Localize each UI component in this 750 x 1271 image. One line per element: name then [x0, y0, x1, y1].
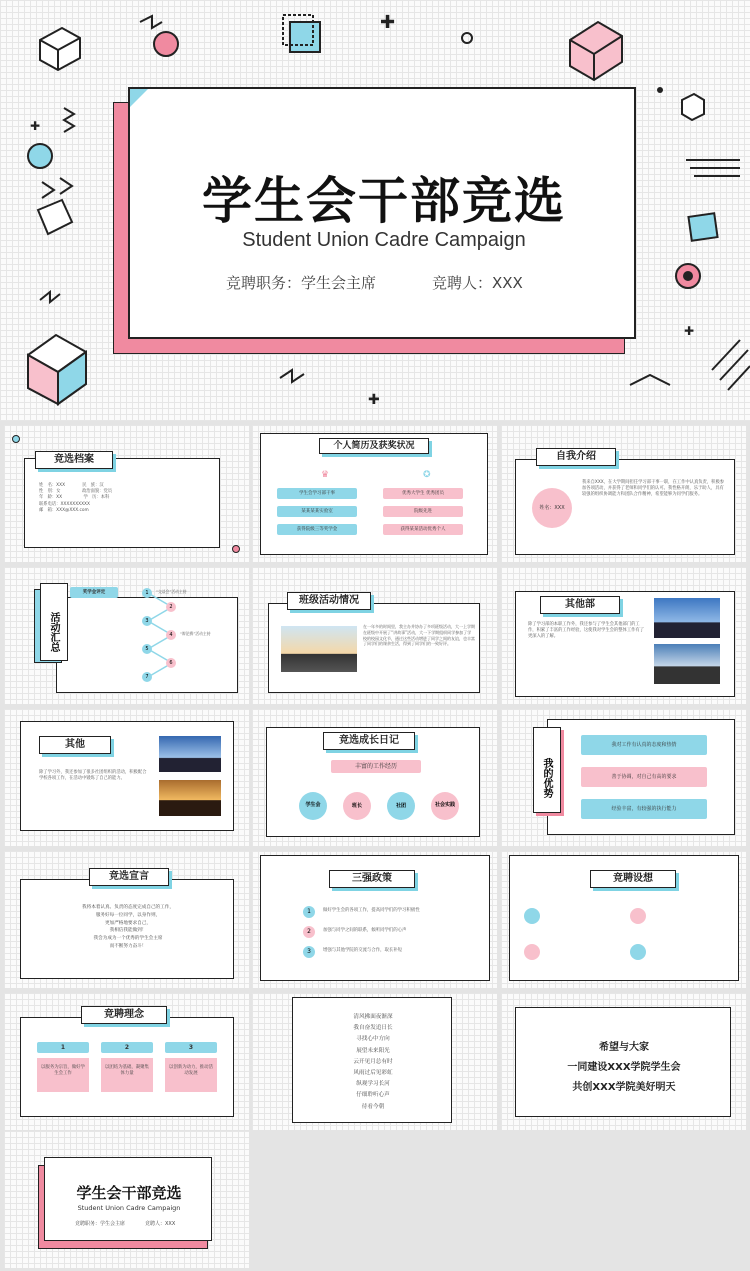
corner-accent: [130, 89, 148, 107]
slide-title: 竞聘理念: [81, 1006, 167, 1024]
activity-note: “辩论赛”活动主持: [180, 631, 211, 636]
slide-thumb-7[interactable]: [4, 709, 249, 846]
idea-icon: [630, 944, 646, 960]
experience-circle: 学生会: [299, 792, 327, 820]
svg-text:✚: ✚: [30, 119, 41, 133]
advantage-item: 善于协调，对自己有高的要求: [581, 767, 707, 787]
photo-group: [159, 736, 221, 772]
intro-text: 我来自XXX，在大学期间担任学习部干事一职，在工作中认真负责，积极参加各项活动，并获得了老师和同学们的认可。我性格开朗，乐于助人，具有较强的组织协调能力和团队合作精神，希望能够为同学们服务。: [582, 480, 725, 498]
concept-number: 2: [101, 1042, 153, 1053]
cover-title: 学生会干部竞选: [76, 1184, 182, 1202]
svg-text:✚: ✚: [368, 392, 380, 408]
decor-circle: [12, 435, 20, 443]
slide-title: 竞聘设想: [590, 870, 676, 888]
concept-number: 3: [165, 1042, 217, 1053]
slide-thumb-6[interactable]: [501, 567, 746, 704]
cover-position: 竞聘职务：学生会主席: [75, 1221, 126, 1227]
experience-circle: 社会实践: [431, 792, 459, 820]
name-circle: 姓名：XXX: [532, 488, 572, 528]
idea-icon: [630, 908, 646, 924]
step-circle: 5: [142, 644, 152, 654]
idea-icon: [524, 944, 540, 960]
trophy-icon: ♛: [321, 470, 330, 480]
decor-circle: [232, 545, 240, 553]
slide-title: 竞选档案: [35, 451, 113, 469]
award-item: 获得某某活动优秀个人: [383, 524, 463, 535]
main-title: 学生会干部竞选: [202, 172, 566, 230]
step-circle: 6: [166, 658, 176, 668]
photo-team: [654, 598, 720, 638]
medal-icon: ✪: [423, 470, 431, 480]
slide-thumb-14[interactable]: [252, 993, 497, 1130]
activity-photo: [281, 626, 357, 672]
subtitle: Student Union Cadre Campaign: [242, 229, 526, 251]
slide-thumb-16[interactable]: [4, 1131, 249, 1268]
poem-text: 清风拂面夜渐深 我自奋发追日长 寻找心中方向 展望未来阳光 云开见月总有时 风雨过后见彩虹 纵观学习长河 仔细聆听心声 待看今朝: [353, 1014, 393, 1110]
slide-title: 个人简历及获奖状况: [319, 438, 429, 454]
step-circle: 3: [142, 616, 152, 626]
cover-applicant: 竞聘人：XXX: [145, 1221, 176, 1227]
slide-thumb-15[interactable]: [501, 993, 746, 1130]
photo-sunset: [654, 644, 720, 684]
slide-thumb-13[interactable]: [4, 993, 249, 1130]
award-item: 院级先进: [383, 506, 463, 517]
other-text: 除了学习外，我还参加了很多社团组织的活动，积极配合学校各项工作，在活动中锻炼了自己的能力。: [39, 770, 147, 782]
slide-title: 三强政策: [329, 870, 415, 888]
advantage-item: 我对工作有认真的态度和热情: [581, 735, 707, 755]
activity-note: “交谈会”活动主持: [156, 589, 187, 594]
timeline-line: [4, 567, 249, 704]
slide-thumb-8[interactable]: [252, 709, 497, 846]
slide-thumb-1[interactable]: [4, 425, 249, 562]
svg-text:✚: ✚: [380, 12, 396, 33]
policy-number: 3: [303, 946, 315, 958]
position-label: 竞聘职务：学生会主席: [226, 274, 377, 292]
step-circle: 1: [142, 588, 152, 598]
info-row: 年 龄：XX 学 历：本科: [39, 495, 110, 501]
other-text: 除了学习部的本职工作外，我还参与了学生会其他部门的工作，积累了丰富的工作经验，这使我对学生会的整体工作有了更深入的了解。: [528, 622, 645, 640]
resume-item: 获得院级三等奖学金: [277, 524, 357, 535]
slide-title: 其他部: [540, 596, 620, 614]
resume-item: 学生会学习部干事: [277, 488, 357, 499]
declaration-text: 我将本着认真、负责的态度完成自己的工作， 服务好每一位同学，以身作则， 更加严格地要求自己， 我相信我能做到！ 我会为成为一个优秀的学生会主席 而不断努力奋斗！: [82, 905, 174, 949]
photo-sunset: [159, 780, 221, 816]
slide-title: 活动汇总: [40, 583, 68, 661]
svg-text:✚: ✚: [684, 324, 695, 338]
slide-thumb-2[interactable]: [252, 425, 497, 562]
scholarship-label: 奖学金评定: [70, 587, 118, 598]
info-row: 性 别：女 政治面貌：党员: [39, 489, 113, 495]
resume-item: 某某某某实验室: [277, 506, 357, 517]
closing-text: 希望与大家 一同建设XXX学院学生会 共创XXX学院美好明天: [567, 1042, 681, 1093]
slide-title: 竞选宣言: [89, 868, 169, 886]
policy-text: 加强与同学之间的联系，倾听同学们的心声: [323, 928, 407, 933]
step-circle: 2: [166, 602, 176, 612]
concept-text: 以服务为宗旨，做好学生会工作: [37, 1058, 89, 1092]
policy-text: 做好学生会的各项工作，提高同学们的学习积极性: [323, 908, 420, 913]
policy-text: 增强与其他学院的交流与合作，取长补短: [323, 948, 403, 953]
advantage-item: 经验丰富，有较强的执行能力: [581, 799, 707, 819]
concept-text: 以团结为基础，凝聚集体力量: [101, 1058, 153, 1092]
slide-thumb-11[interactable]: [252, 851, 497, 988]
activity-text: 在一年多的时间里，我主办并协办了多项班级活动，大一上学期在班级中开展了“讲故事”活动，大一下学期组织同学参加了学校的校园文化节，通过这些活动增进了同学之间的友谊，也丰富了同学们的课余生活，得到了同学们的一致好评。: [363, 624, 475, 647]
award-item: 优秀大学生 优秀团员: [383, 488, 463, 499]
slide-title: 我的优势: [533, 727, 561, 813]
cover-slide[interactable]: [0, 0, 750, 421]
step-circle: 7: [142, 672, 152, 682]
concept-text: 以创新为动力，推动活动发展: [165, 1058, 217, 1092]
concept-number: 1: [37, 1042, 89, 1053]
slide-thumb-9[interactable]: [501, 709, 746, 846]
info-row: 联系电话：XXXXXXXXXX: [39, 501, 90, 507]
experience-banner: 丰富的工作经历: [331, 760, 421, 773]
step-circle: 4: [166, 630, 176, 640]
policy-number: 1: [303, 906, 315, 918]
slide-title: 竞选成长日记: [323, 732, 415, 750]
slide-title: 其他: [39, 736, 111, 754]
experience-circle: 班长: [343, 792, 371, 820]
info-row: 邮 箱：XXX@XXX.com: [39, 507, 89, 513]
experience-circle: 社团: [387, 792, 415, 820]
applicant-label: 竞聘人：XXX: [432, 274, 523, 292]
idea-icon: [524, 908, 540, 924]
info-row: 姓 名：XXX 民 族：汉: [39, 483, 104, 488]
slide-thumb-3[interactable]: [501, 425, 746, 562]
policy-number: 2: [303, 926, 315, 938]
title-card: [128, 87, 636, 339]
slide-thumb-10[interactable]: [4, 851, 249, 988]
slide-thumb-5[interactable]: [252, 567, 497, 704]
slide-thumb-12[interactable]: [501, 851, 746, 988]
cover-subtitle: Student Union Cadre Campaign: [77, 1204, 181, 1212]
slide-title: 班级活动情况: [287, 592, 371, 610]
slide-title: 自我介绍: [536, 448, 616, 466]
slide-thumb-4[interactable]: [4, 567, 249, 704]
